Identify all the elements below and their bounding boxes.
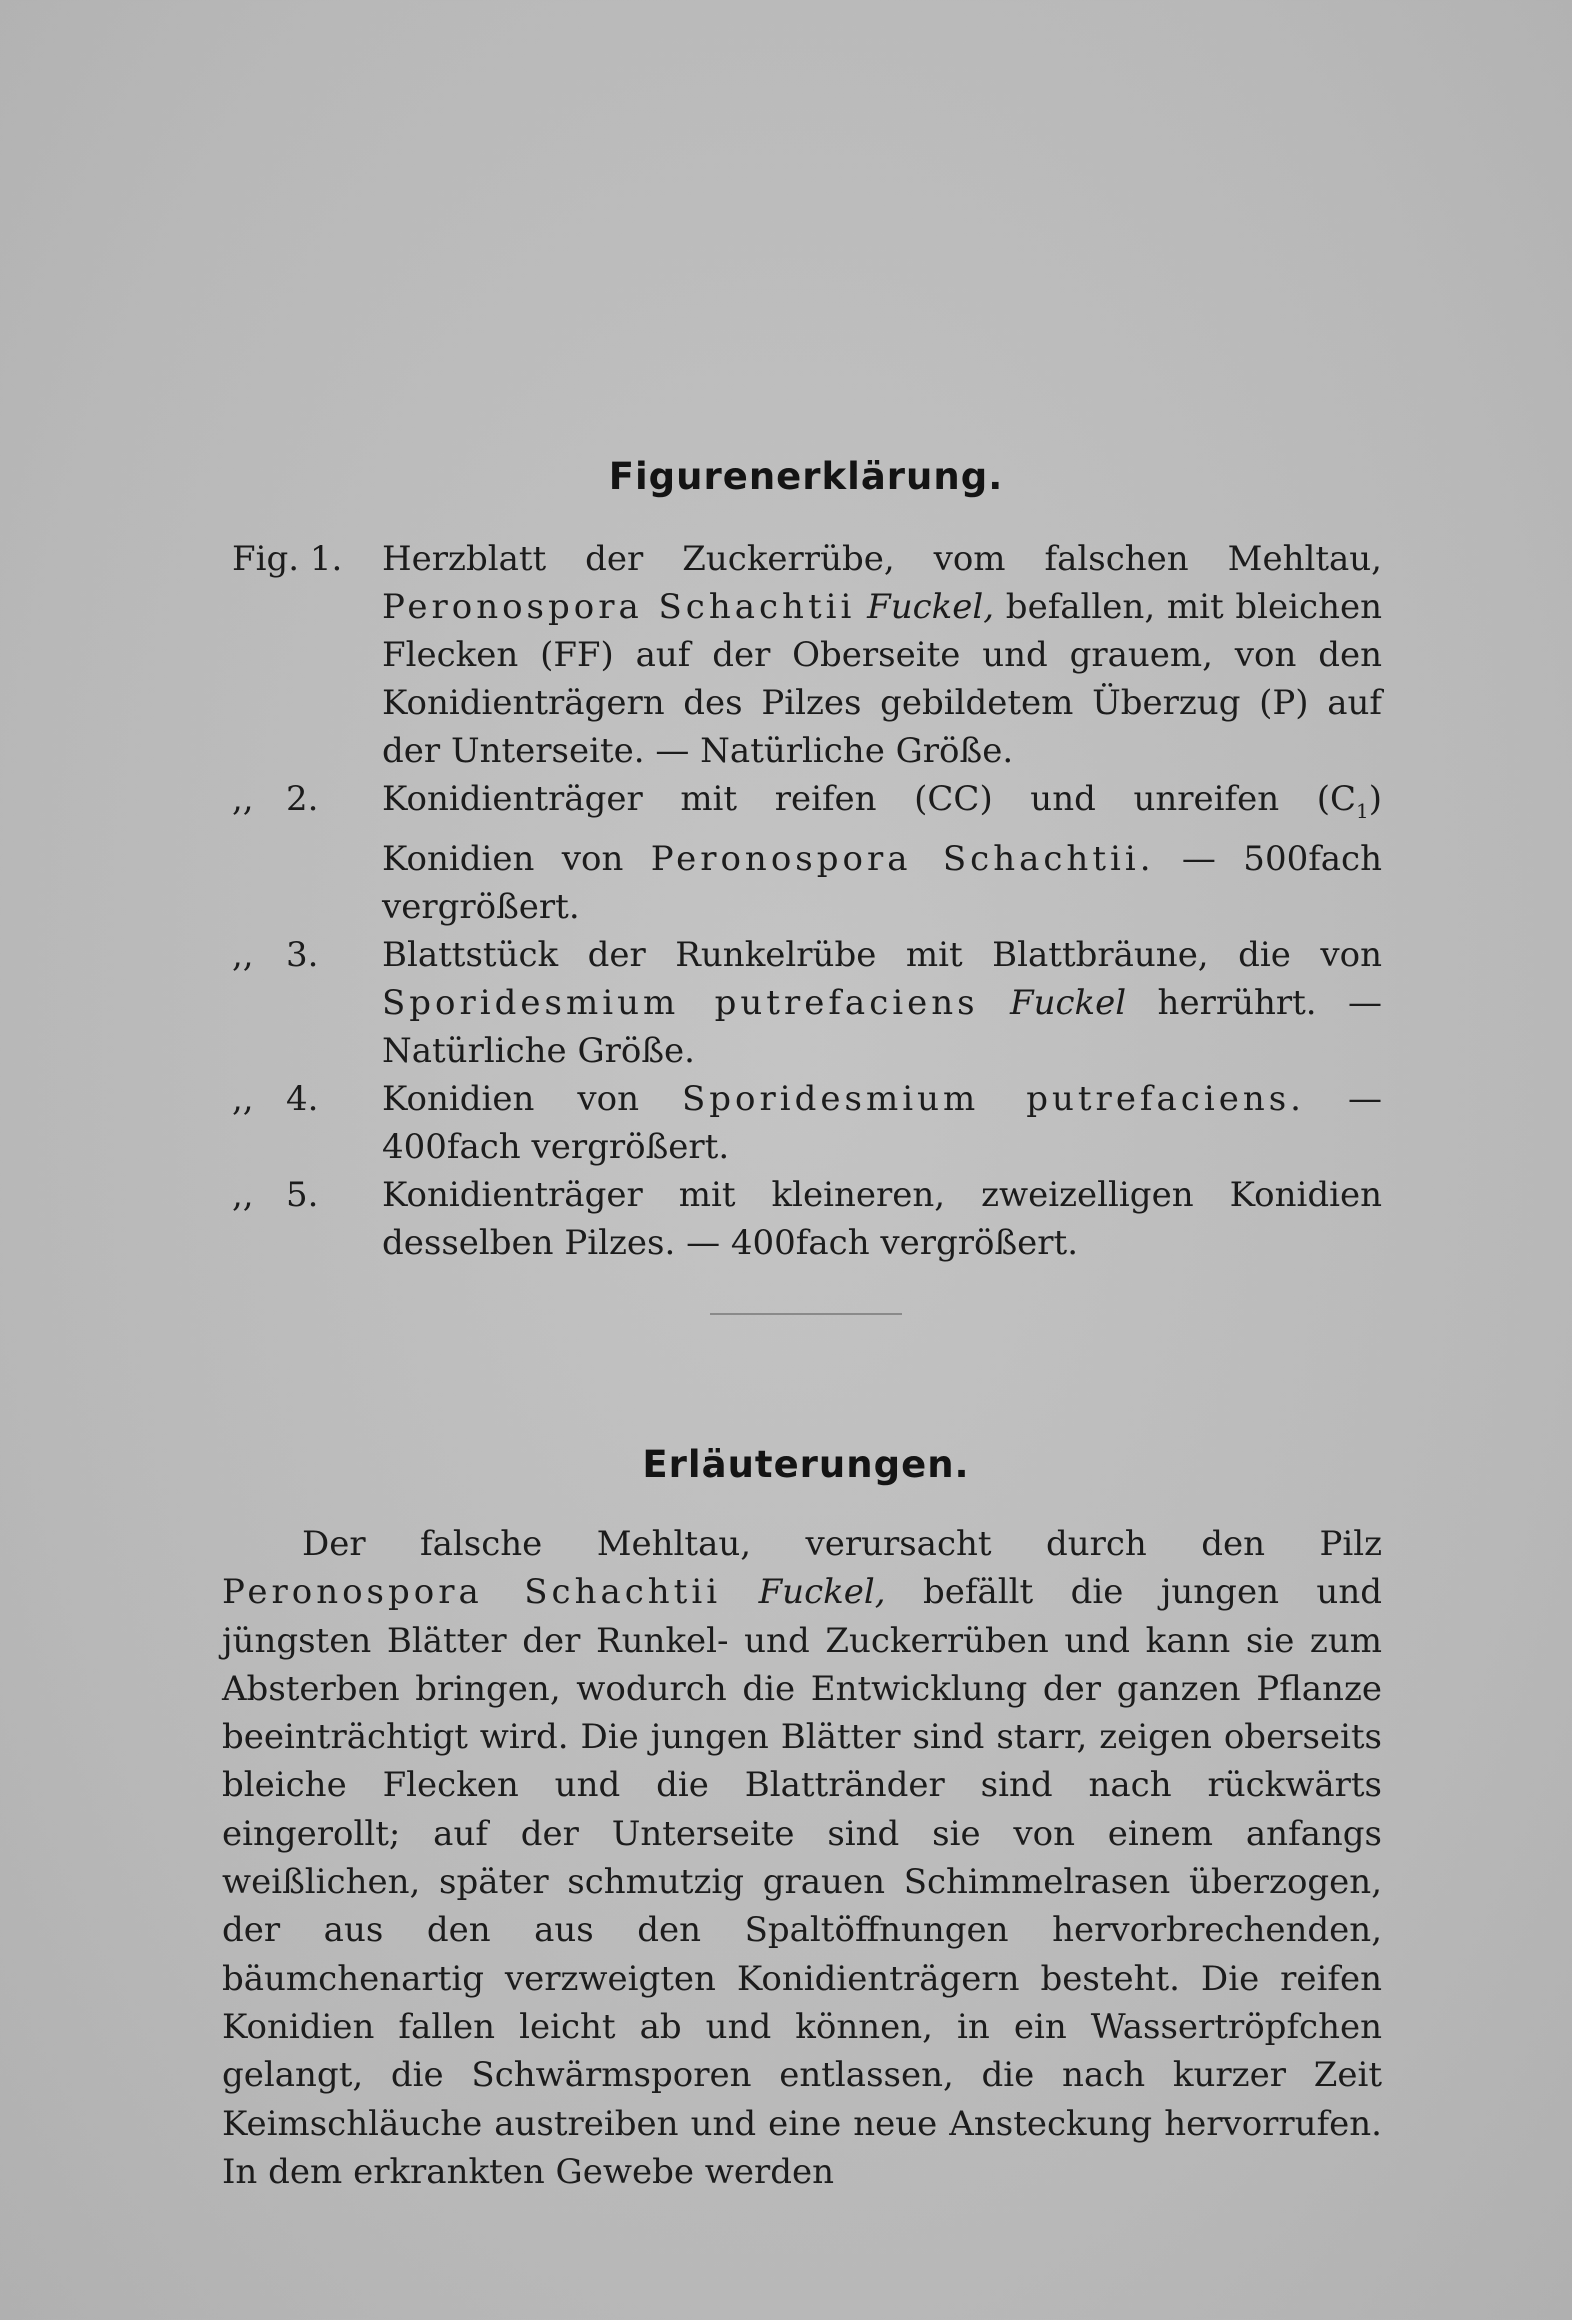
species-name: Sporidesmium putrefaciens. (681, 1078, 1305, 1119)
author-name: Fuckel, (758, 1572, 886, 1613)
figure-number: ,, 4. (232, 1078, 319, 1119)
figure-caption (382, 535, 1382, 775)
caption-text: herrührt. — Natürliche Größe. (382, 982, 1382, 1071)
caption-text: ) Konidien von (382, 779, 1382, 879)
caption-text: Konidien von (382, 1078, 682, 1119)
paragraph-text: befällt die jungen und jüngsten Blätter der Runkel- und Zuckerrüben und kann sie zum Absterben bringen, wodurch die Entwicklung der ganzen Pflanze beeinträchtigt wird. Die jungen Blätter sind starr, zeigen oberseits bleiche Flecken und die Blattränder sind nach rückwärts eingerollt; auf der Unterseite sind sie von einem anfangs weißlichen, später schmutzig grauen Schimmelrasen überzogen, der aus den aus den Spaltöffnungen hervorbrechenden, bäumchenartig verzweigten Konidienträgern besteht. Die reifen Konidien fallen leicht ab und können, in ein Wassertröpfchen gelangt, die Schwärmsporen entlassen, die nach kurzer Zeit Keimschläuche austreiben und eine neue Ansteckung hervorrufen. In dem erkrankten Gewebe werden (222, 1572, 1382, 2192)
figure-caption (382, 1075, 1382, 1171)
caption-text (855, 587, 867, 627)
explanation-paragraph (222, 1520, 1382, 2196)
figure-number: ,, 2. (232, 779, 319, 819)
figure-caption (382, 1171, 1382, 1267)
caption-text: Blattstück der Runkelrübe mit Blattbräune, die von (382, 934, 1382, 975)
species-name: Peronospora Schachtii (222, 1572, 722, 1613)
figures-heading: Figurenerklärung. (608, 455, 1004, 498)
species-name: Sporidesmium putrefaciens (382, 982, 979, 1023)
figure-number: ,, 5. (232, 1174, 319, 1215)
figure-legend-list (232, 535, 1392, 1267)
caption-text: befallen, mit bleichen Flecken (FF) auf der Oberseite und grauem, von den Konidienträgern des Pilzes gebildetem Überzug (P) auf der Unterseite. — Natürliche Größe. (382, 587, 1382, 771)
caption-text: Konidienträger mit kleineren, zweizelligen Konidien desselben Pilzes. — 400fach vergrößert. (382, 1174, 1382, 1263)
explanations-heading: Erläuterungen. (642, 1443, 970, 1486)
figure-caption (382, 931, 1382, 1075)
species-name: Peronospora Schachtii. (650, 838, 1155, 879)
figure-number: ,, 3. (232, 934, 319, 975)
caption-text: — 400fach vergrößert. (382, 1078, 1382, 1167)
figure-entry-4 (232, 1075, 1392, 1171)
figure-entry-1 (232, 535, 1392, 775)
caption-text: Konidienträger mit reifen (CC) und unreifen (C (382, 779, 1356, 819)
author-name: Fuckel, (867, 587, 995, 627)
figure-entry-3 (232, 931, 1392, 1075)
figure-entry-5 (232, 1171, 1392, 1267)
figure-entry-2 (232, 775, 1392, 931)
caption-text (979, 983, 1010, 1023)
caption-text: Herzblatt der Zuckerrübe, vom falschen Mehltau, (382, 539, 1382, 579)
paragraph-text (721, 1572, 758, 1612)
figure-number: Fig. 1. (232, 539, 343, 579)
paragraph-text: Der falsche Mehltau, verursacht durch den Pilz (302, 1524, 1382, 1564)
section-divider (710, 1313, 902, 1315)
figure-caption (382, 775, 1382, 931)
species-name: Peronospora Schachtii (382, 587, 856, 627)
author-name: Fuckel (1010, 982, 1127, 1023)
subscript: 1 (1356, 798, 1369, 823)
caption-text: — 500fach vergrößert. (382, 838, 1383, 927)
